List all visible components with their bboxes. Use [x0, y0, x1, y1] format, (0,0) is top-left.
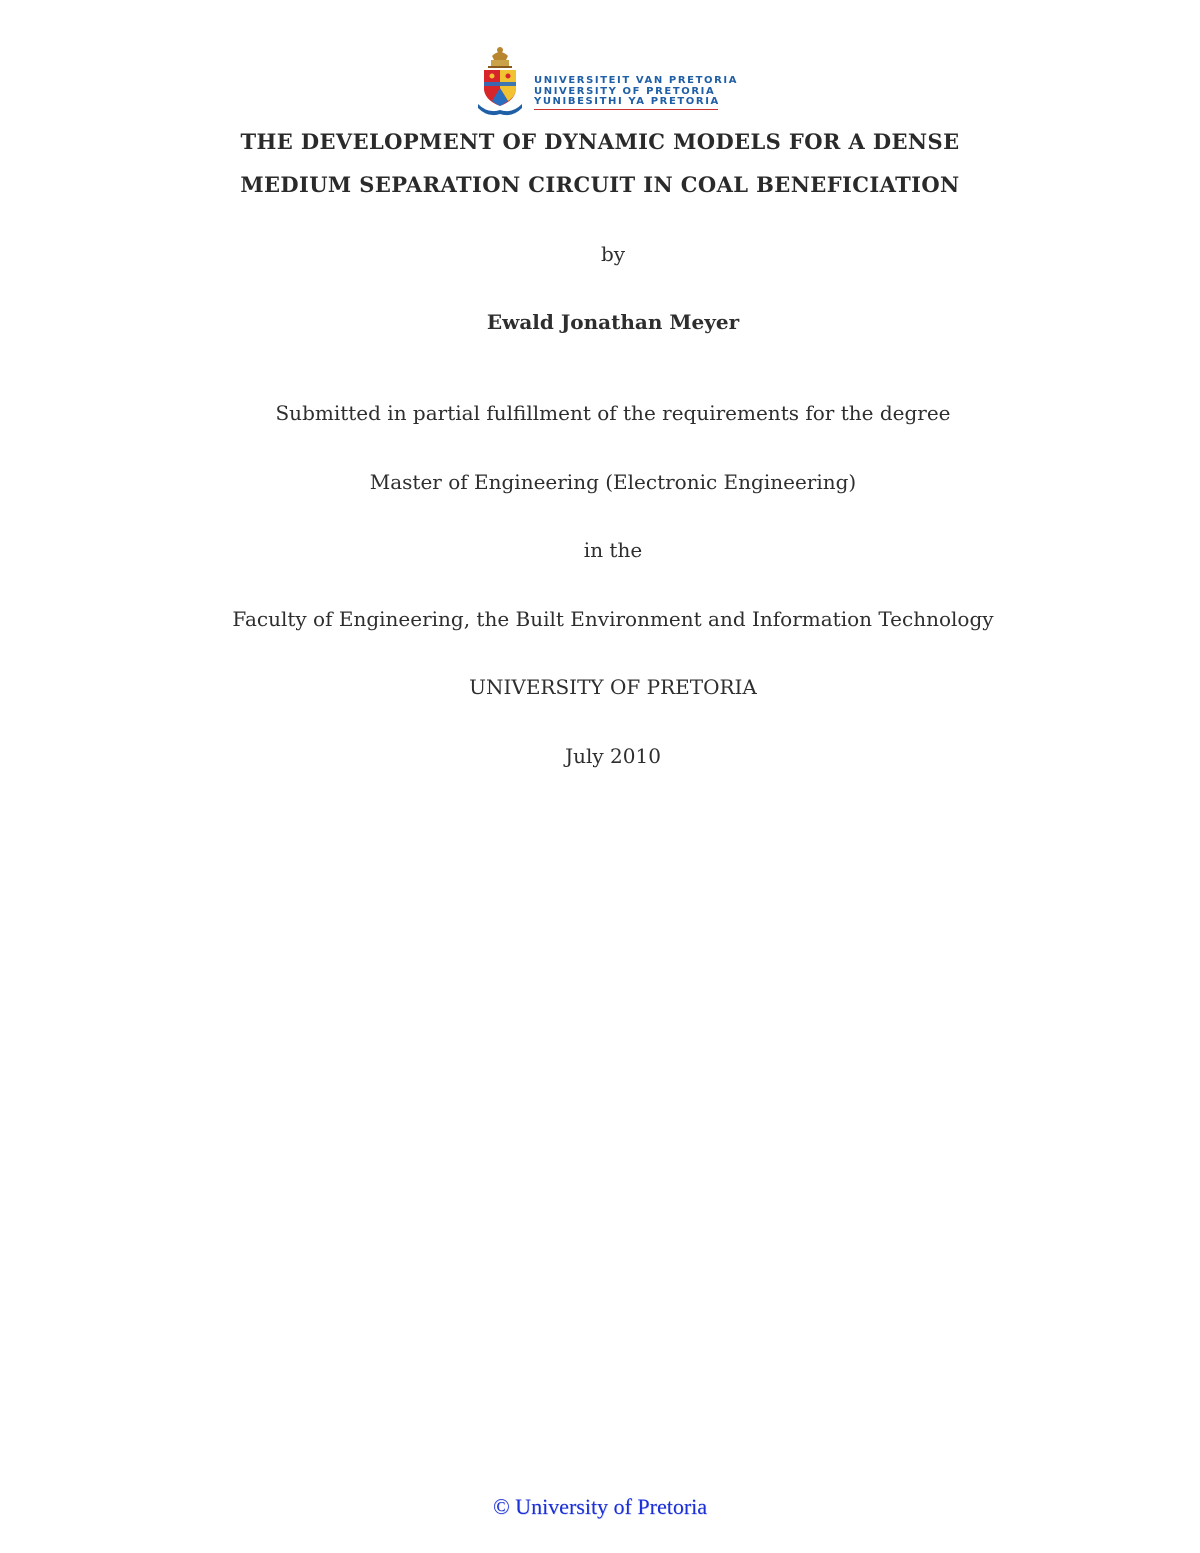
thesis-title-line-2: MEDIUM SEPARATION CIRCUIT IN COAL BENEFICIATION: [240, 172, 960, 197]
university-name: UNIVERSITY OF PRETORIA: [469, 675, 757, 699]
thesis-title-line-1: THE DEVELOPMENT OF DYNAMIC MODELS FOR A DENSE: [240, 129, 960, 154]
in-the-label: in the: [583, 538, 643, 562]
logo-line-english: UNIVERSITY OF PRETORIA: [534, 85, 716, 97]
logo-line-afrikaans: UNIVERSITEIT VAN PRETORIA: [534, 75, 739, 86]
crest-icon: [478, 44, 526, 116]
copyright-footer: © University of Pretoria: [492, 1494, 708, 1519]
submission-date: July 2010: [565, 744, 661, 768]
degree-name: Master of Engineering (Electronic Engineering): [369, 470, 857, 494]
faculty-name: Faculty of Engineering, the Built Environment and Information Technology: [232, 607, 994, 631]
author-name: Ewald Jonathan Meyer: [486, 310, 740, 334]
by-label: by: [600, 242, 626, 266]
university-logo: [478, 44, 739, 116]
logo-line-sepedi: YUNIBESITHI YA PRETORIA: [534, 96, 720, 107]
logo-underline: [534, 109, 718, 110]
submission-statement: Submitted in partial fulfillment of the requirements for the degree: [275, 401, 951, 425]
logo-wordmark: [534, 76, 738, 108]
